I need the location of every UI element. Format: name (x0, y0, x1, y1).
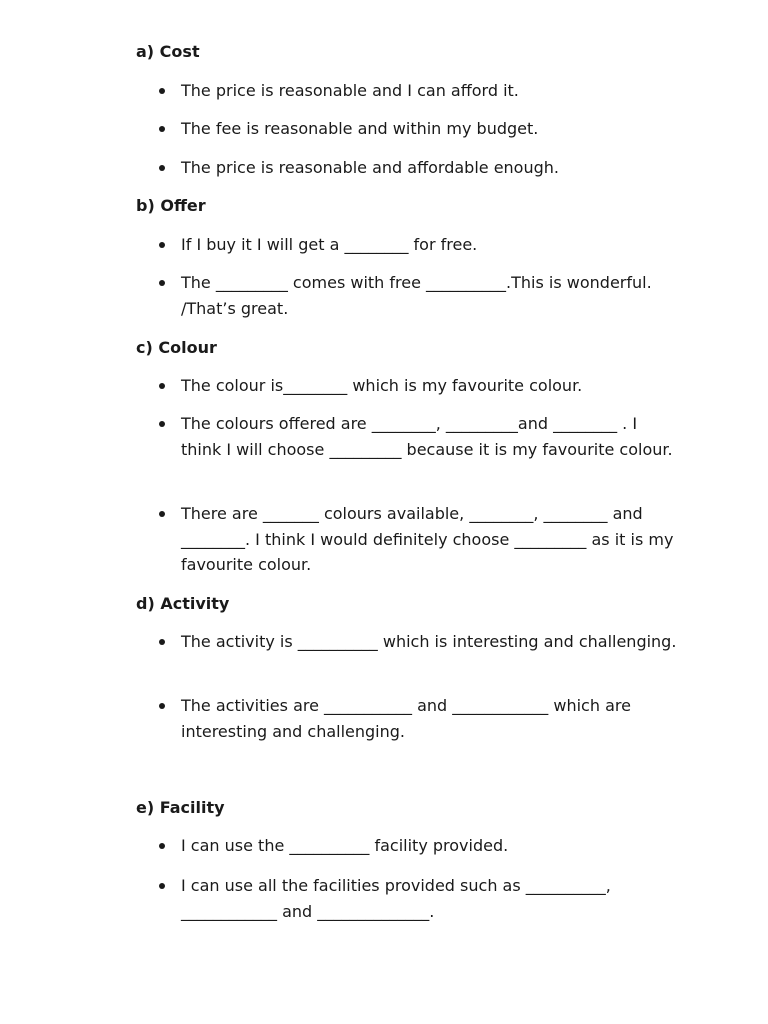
list-item (181, 373, 681, 399)
bullet-icon (159, 383, 165, 389)
list-item (181, 270, 681, 321)
bullet-icon (159, 88, 165, 94)
section-heading-offer: b) Offer (136, 196, 206, 215)
section-heading-cost: a) Cost (136, 42, 200, 61)
bullet-icon (159, 843, 165, 849)
list-item-text: The price is reasonable and I can afford it. (181, 81, 519, 100)
bullet-icon (159, 883, 165, 889)
bullet-icon (159, 511, 165, 517)
list-item (181, 155, 681, 181)
bullet-icon (159, 165, 165, 171)
list-item (181, 693, 681, 744)
list-item (181, 501, 681, 578)
section-heading-colour: c) Colour (136, 338, 217, 357)
list-item-text: The price is reasonable and affordable enough. (181, 158, 559, 177)
list-item (181, 232, 681, 258)
bullet-icon (159, 421, 165, 427)
list-item-text: There are _______ colours available, ________, ________ and ________. I think I would definitely choose _________ as it is my favourite colour. (181, 504, 674, 574)
bullet-icon (159, 280, 165, 286)
list-item (181, 78, 681, 104)
list-item-text: The fee is reasonable and within my budget. (181, 119, 539, 138)
section-heading-facility: e) Facility (136, 798, 225, 817)
list-item (181, 629, 681, 655)
list-item-text: The colours offered are ________, _________and ________ . I think I will choose _________ because it is my favourite colour. (181, 414, 673, 459)
list-item (181, 116, 681, 142)
list-item-text: The _________ comes with free __________.This is wonderful. /That’s great. (181, 273, 652, 318)
list-item-text: I can use the __________ facility provided. (181, 836, 509, 855)
list-item (181, 411, 681, 462)
bullet-icon (159, 242, 165, 248)
bullet-icon (159, 703, 165, 709)
bullet-icon (159, 639, 165, 645)
list-item-text: The activity is __________ which is interesting and challenging. (181, 632, 677, 651)
list-item-text: If I buy it I will get a ________ for free. (181, 235, 478, 254)
list-item-text: I can use all the facilities provided such as __________, ____________ and ______________. (181, 876, 611, 921)
list-item (181, 833, 681, 859)
list-item-text: The activities are ___________ and ____________ which are interesting and challenging. (181, 696, 631, 741)
bullet-icon (159, 126, 165, 132)
list-item (181, 873, 681, 924)
list-item-text: The colour is________ which is my favourite colour. (181, 376, 583, 395)
section-heading-activity: d) Activity (136, 594, 230, 613)
